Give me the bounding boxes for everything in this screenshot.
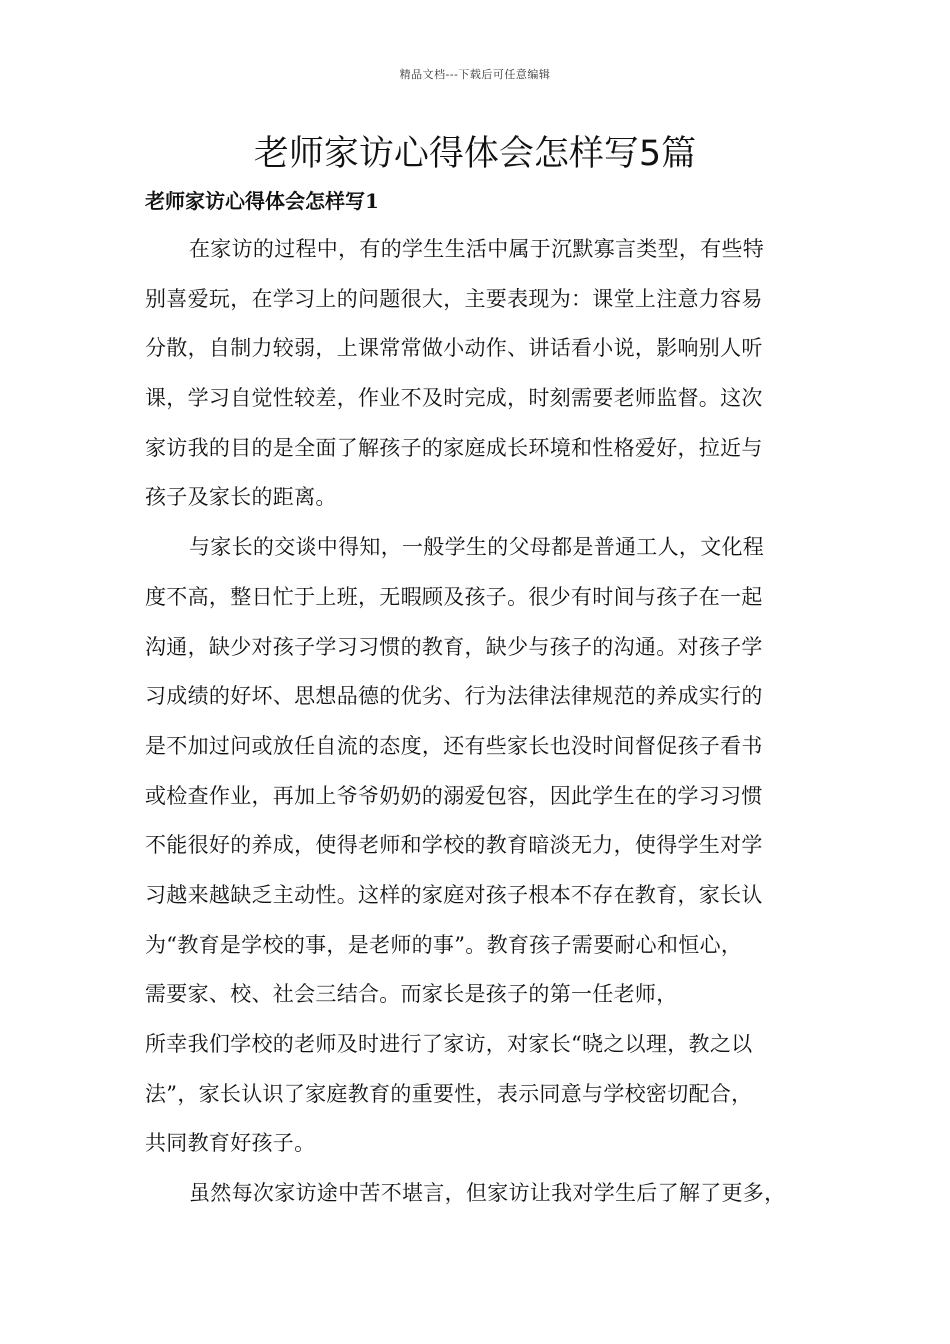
text-line: 虽然每次家访途中苦不堪言，但家访让我对学生后了解了更多， <box>189 1181 786 1206</box>
text-line: 是不加过问或放任自流的态度，还有些家长也没时间督促孩子看书 <box>145 733 763 758</box>
text-line: 别喜爱玩，在学习上的问题很大，主要表现为：课堂上注意力容易 <box>145 286 763 311</box>
header-note: 精品文档---下载后可任意编辑 <box>399 68 551 81</box>
text-line: 法”，家长认识了家庭教育的重要性，表示同意与学校密切配合， <box>145 1081 753 1106</box>
document-title: 老师家访心得体会怎样写5篇 <box>253 134 697 174</box>
text-line: 家访我的目的是全面了解孩子的家庭成长环境和性格爱好，拉近与 <box>145 435 763 460</box>
text-line: 分散，自制力较弱，上课常常做小动作、讲话看小说，影响别人听 <box>145 336 763 361</box>
text-line: 习成绩的好坏、思想品德的优劣、行为法律法律规范的养成实行的 <box>145 684 763 709</box>
text-line: 与家长的交谈中得知，一般学生的父母都是普通工人，文化程 <box>189 535 765 560</box>
text-line: 度不高，整日忙于上班，无暇顾及孩子。很少有时间与孩子在一起 <box>145 584 763 609</box>
text-line: 所幸我们学校的老师及时进行了家访，对家长“晓之以理，教之以 <box>145 1032 753 1056</box>
section-heading: 老师家访心得体会怎样写1 <box>145 189 379 213</box>
text-line: 沟通，缺少对孩子学习习惯的教育，缺少与孩子的沟通。对孩子学 <box>145 634 763 659</box>
body-text <box>145 231 825 1225</box>
text-line: 在家访的过程中，有的学生生活中属于沉默寡言类型，有些特 <box>189 237 765 261</box>
text-line: 共同教育好孩子。 <box>145 1131 316 1156</box>
text-line: 或检查作业，再加上爷爷奶奶的溺爱包容，因此学生在的学习习惯 <box>145 783 763 808</box>
text-line: 课，学习自觉性较差，作业不及时完成，时刻需要老师监督。这次 <box>145 386 763 411</box>
text-line: 为“教育是学校的事，是老师的事”。教育孩子需要耐心和恒心， <box>145 932 743 957</box>
text-line: 不能很好的养成，使得老师和学校的教育暗淡无力，使得学生对学 <box>145 833 763 858</box>
text-line: 孩子及家长的距离。 <box>145 485 337 510</box>
text-line: 习越来越缺乏主动性。这样的家庭对孩子根本不存在教育，家长认 <box>145 882 763 907</box>
text-line: 需要家、校、社会三结合。而家长是孩子的第一任老师， <box>145 982 678 1007</box>
